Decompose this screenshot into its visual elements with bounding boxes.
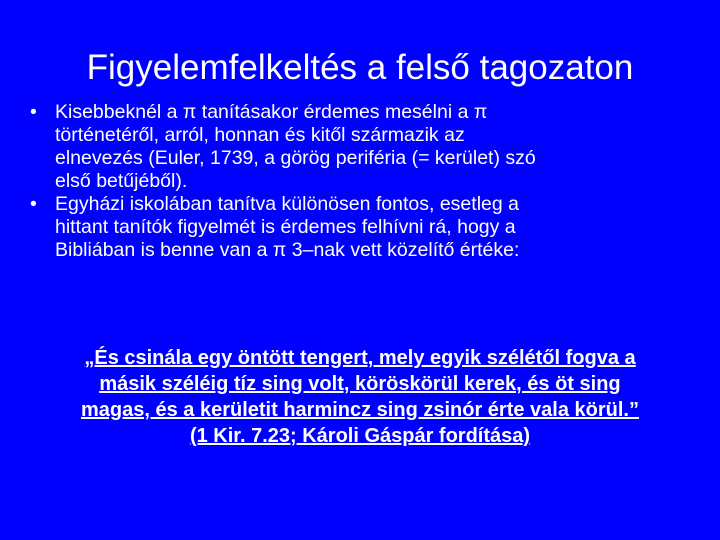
bullet-line: hittant tanítók figyelmét is érdemes felhívni rá, hogy a [55, 216, 516, 238]
bullet-line: első betűjéből). [55, 170, 188, 192]
slide-title: Figyelemfelkeltés a felső tagozaton [86, 48, 634, 87]
bullet-item [30, 101, 690, 193]
bullet-dot-icon: • [30, 193, 37, 215]
bullet-line: történetéről, arról, honnan és kitől származik az [55, 124, 465, 146]
bullet-item [30, 193, 690, 262]
bullet-list [30, 101, 690, 262]
quote-line: magas, és a kerületit harmincz sing zsinór érte vala körül.” [81, 399, 639, 421]
bible-quote [0, 345, 720, 449]
bullet-line: Egyházi iskolában tanítva különösen fontos, esetleg a [55, 193, 519, 215]
bullet-dot-icon: • [30, 101, 37, 123]
quote-line: „És csinála egy öntött tengert, mely egyik szélétől fogva a [84, 347, 636, 369]
quote-citation: (1 Kir. 7.23; Károli Gáspár fordítása) [189, 425, 531, 447]
bullet-line: Kisebbeknél a π tanításakor érdemes mesélni a π [55, 101, 488, 123]
quote-line: másik széléig tíz sing volt, köröskörül kerek, és öt sing [99, 373, 621, 395]
bullet-line: elnevezés (Euler, 1739, a görög periféria (= kerület) szó [55, 147, 536, 169]
bullet-line: Bibliában is benne van a π 3–nak vett közelítő értéke: [55, 239, 520, 261]
